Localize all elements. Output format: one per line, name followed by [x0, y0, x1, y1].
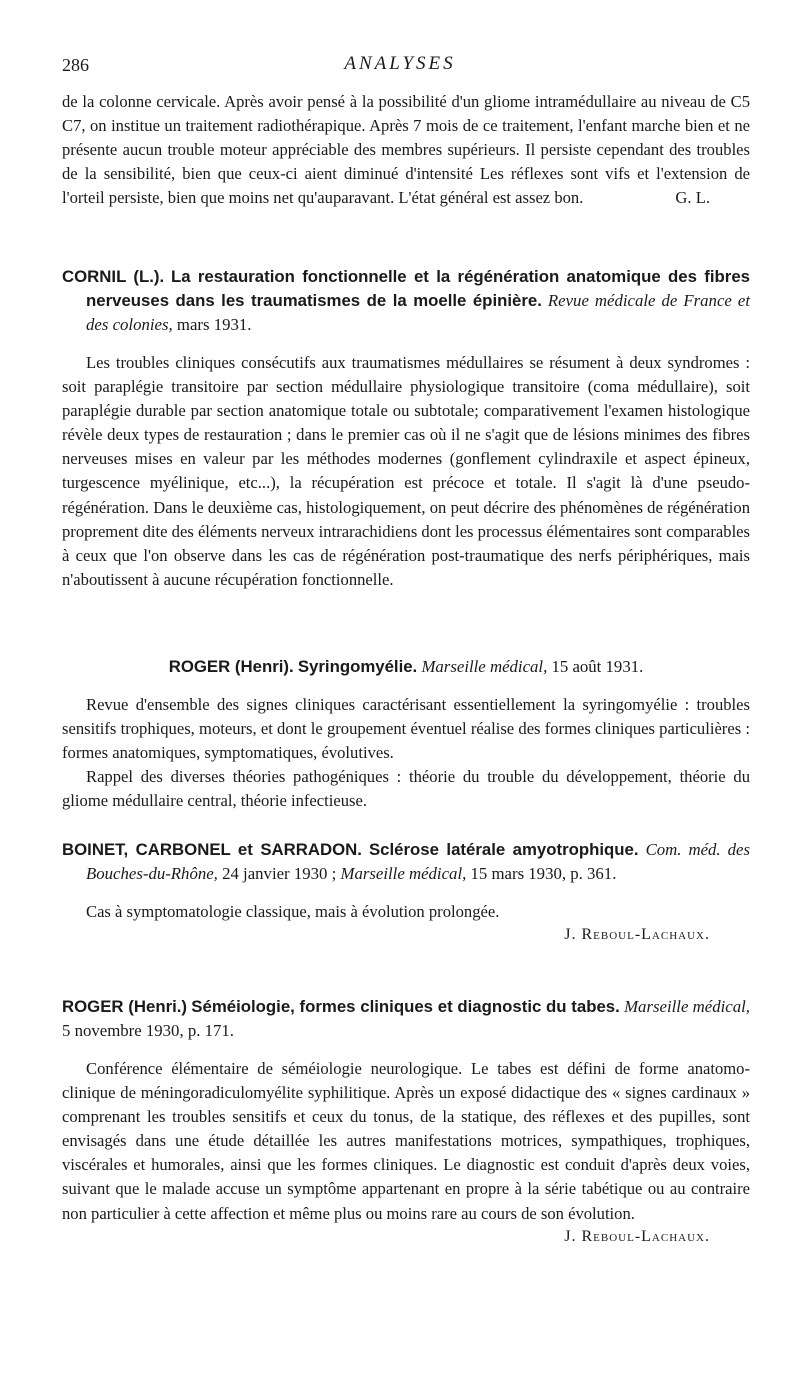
entry-roger-tabes [62, 995, 750, 1248]
entry-cornil [62, 265, 750, 592]
entry-title: Sclérose latérale amyotrophique. [368, 840, 639, 859]
entry-paragraph: Conférence élémentaire de séméiologie neurologique. Le tabes est défini de forme anatomo-clinique de méningoradiculomyélite syphilitique. Après un exposé didactique des « signes cardinaux » comprenant les troubles sensitifs et ceux du tonus, de la statique, des réflexes et des pupilles, sont envisagés dans une étude détaillée les autres manifestations motrices, sympathiques, trophiques, viscérales et humorales, ainsi que les formes cliniques. Le diagnostic est conduit d'après deux voies, suivant que le malade accuse un symptôme appartenant en propre à la série tabétique ou au contraire non particulier à cette affection et même plus ou moins rare au cours de son évolution. [62, 1059, 750, 1223]
entry-source: Revue médicale de France et des colonies, [86, 291, 750, 334]
entry-author: ROGER (Henri.) [62, 997, 188, 1016]
entry-title: La restauration fonctionnelle et la régénération anatomique des fibres nerveuses dans les traumatismes de la moelle épinière. [86, 267, 750, 310]
entry-paragraph: Revue d'ensemble des signes cliniques caractérisant essentiellement la syringomyélie : troubles sensitifs trophiques, moteurs, et dont le groupement éventuel réalise des formes cliniques particulières : formes anatomiques, symptomatiques, évolutives. [62, 695, 750, 763]
entry-date: 5 novembre 1930, p. 171. [62, 1021, 234, 1040]
entry-source: Marseille médical, [421, 657, 548, 676]
entry-date-2: 15 mars 1930, p. 361. [470, 864, 617, 883]
entry-source: Com. méd. des Bouches-du-Rhône, [86, 840, 750, 883]
entry-boinet [62, 838, 750, 946]
entry-heading [62, 265, 750, 337]
entry-title: Séméiologie, formes cliniques et diagnostic du tabes. [191, 997, 620, 1016]
entry-author: ROGER (Henri). [168, 657, 294, 676]
signature: J. Reboul-Lachaux. [564, 926, 710, 944]
entry-date: 24 janvier 1930 ; [222, 864, 337, 883]
signature: G. L. [675, 188, 710, 208]
entry-paragraph: Rappel des diverses théories pathogéniques : théorie du trouble du développement, théorie du gliome médullaire central, théorie infectieuse. [62, 767, 750, 811]
entry-heading [62, 838, 750, 886]
entry-heading [62, 995, 750, 1043]
entry-title: Syringomyélie. [297, 657, 418, 676]
entry-source: Marseille médical, [624, 997, 750, 1016]
entry-paragraph: Les troubles cliniques consécutifs aux traumatismes médullaires se résument à deux syndromes : soit paraplégie transitoire par section médullaire physiologique transitoire (coma médullaire), soit paraplégie durable par section anatomique totale ou subtotale; comparativement l'examen histologique révèle deux types de restauration ; dans le premier cas où il ne s'agit que de lésions minimes des fibres nerveuses mises en valeur par les méthodes modernes (gonflement cylindraxile et aspect épineux, turgescence myélinique, etc...), la récupération est précoce et totale. Il s'agit là d'une pseudo-régénération. Dans le deuxième cas, histologiquement, on peut décrire des phénomènes de régénération proprement dite des éléments nerveux intrarachidiens dont les processus élémentaires sont comparables à ceux que l'on observe dans les cas de régénération post-traumatique des nerfs périphériques, mais n'aboutissent à aucune récupération fonctionnelle. [62, 353, 750, 589]
signature: J. Reboul-Lachaux. [564, 1227, 710, 1245]
entry-date: mars 1931. [176, 315, 252, 334]
entry-date: 15 août 1931. [551, 657, 644, 676]
continuation-block [62, 90, 750, 210]
entry-author: BOINET, CARBONEL et SARRADON. [62, 840, 362, 859]
entry-author: CORNIL (L.). [62, 267, 165, 286]
page-number: 286 [62, 55, 89, 75]
entry-source-2: Marseille médical, [340, 864, 467, 883]
entry-paragraph: Cas à symptomatologie classique, mais à évolution prolongée. [86, 902, 500, 921]
entry-heading [62, 655, 750, 679]
entry-roger-syringomyelie [62, 655, 750, 813]
continuation-text: de la colonne cervicale. Après avoir pensé à la possibilité d'un gliome intramédullaire au niveau de C5 C7, on institue un traitement radiothérapique. Après 7 mois de ce traitement, l'enfant marche bien et ne présente aucun trouble moteur appréciable des membres supérieurs. Il persiste cependant des troubles de la sensibilité, bien que ceux-ci aient diminué d'intensité Les réflexes sont vifs et l'extension de l'orteil persiste, bien que moins net qu'auparavant. L'état général est assez bon. G. L. [62, 90, 750, 210]
running-title: ANALYSES [344, 53, 456, 74]
